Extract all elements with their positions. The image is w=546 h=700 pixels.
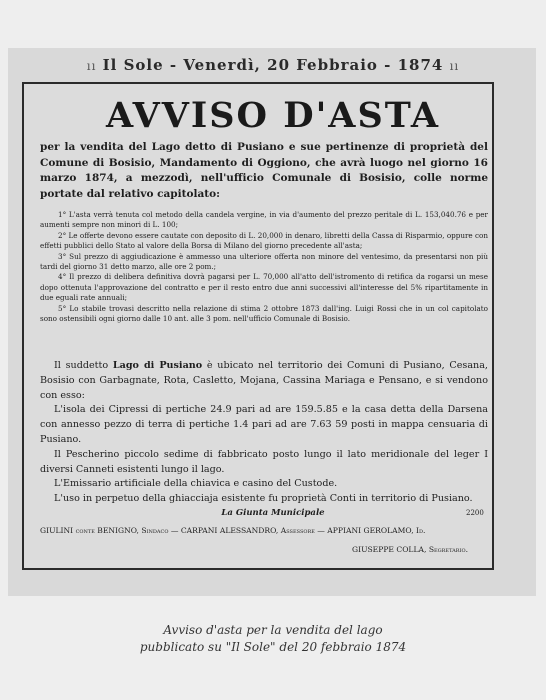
lake-description — [40, 359, 488, 507]
signature-title: La Giunta Municipale — [221, 508, 325, 518]
caption-line-1: Avviso d'asta per la vendita del lago — [163, 623, 383, 637]
clause-3: 3° Sul prezzo di aggiudicazione è ammesso una ulteriore offerta non minore del ventesimo, da presentarsi non più tardi del giorno 31 detto marzo, alle ore 2 pom.; — [40, 251, 488, 272]
desc-item-4: L'uso in perpetuo della ghiacciaja esistente fu proprietà Conti in territorio di Pusiano. — [54, 493, 473, 505]
ad-code: 2200 — [466, 509, 484, 517]
clause-1: 1° L'asta verrà tenuta col metodo della candela vergine, in via d'aumento del prezzo peritale di L. 153,040.76 e per aumenti sempre non minori di L. 100; — [40, 210, 488, 230]
signatories: GIULINI conte BENIGNO, Sindaco — CARPANI ALESSANDRO, Assessore — APPIANI GEROLAMO, Id. — [40, 526, 426, 535]
intro-part-c: di proprietà del Comune di Bosisio, Mandamento di Oggiono, che avrà luogo nel giorno — [40, 141, 488, 169]
clause-4: 4° Il prezzo di delibera definitiva dovrà pagarsi per L. 70,000 all'atto dell'istromento di retifica da rogarsi un mese dopo ottenuta l'approvazione del contratto e per il resto entro due anni successivi all'interesse del 5% ripartitamente in due eguali rate annuali; — [40, 272, 488, 303]
intro-part-b: Lago detto di Pusiano e sue pertinenze — [151, 141, 389, 153]
intro-part-d: 16 marzo 1874 — [40, 156, 488, 184]
photo-caption — [0, 622, 546, 656]
notice-title: AVVISO D'ASTA — [105, 95, 441, 136]
masthead-right-stub: ıı — [449, 59, 460, 73]
desc-item-2: Il Pescherino piccolo sedime di fabbricato posto lungo il lato meridionale del leger I diversi Canneti esistenti lungo il lago. — [40, 448, 488, 475]
clause-5: 5° Lo stabile trovasi descritto nella relazione di stima 2 ottobre 1873 dall'ing. Luigi Rossi che in un col capitolato sono ostensibili ogni giorno dalle 10 ant. alle 3 pom. nell'ufficio Comunale di Bosisio. — [40, 303, 488, 324]
desc-item-3: L'Emissario artificiale della chiavica e casino del Custode. — [54, 478, 338, 490]
masthead-left-stub: ıı — [86, 59, 97, 73]
desc-lead — [40, 359, 488, 403]
desc-lead-c: è ubicato nel territorio dei Comuni di Pusiano, Cesana, Bosisio con Garbagnate, Rota, Casletto, Mojana, Cassina Mariaga e Pensano, e si vendono con esso: — [40, 360, 488, 401]
newspaper-masthead — [0, 56, 546, 74]
desc-lead-a: Il suddetto — [54, 360, 113, 371]
notice-clauses — [40, 210, 488, 324]
secretary-signature: GIUSEPPE COLLA, Segretario. — [352, 545, 469, 554]
clause-2: 2° Le offerte devono essere cautate con deposito di L. 20,000 in denaro, libretti della Cassa di Risparmio, oppure con effetti pubblici dello Stato al valore della Borsa di Milano del giorno precedente all'asta; — [40, 230, 488, 251]
desc-lead-b: Lago di Pusiano — [112, 360, 203, 371]
notice-intro — [40, 140, 488, 202]
caption-line-2: pubblicato su "Il Sole" del 20 febbraio 1874 — [139, 640, 407, 654]
masthead-text: Il Sole - Venerdì, 20 Febbraio - 1874 — [102, 56, 444, 74]
intro-part-a: per la vendita del — [40, 141, 152, 153]
desc-item-1: L'isola dei Cipressi di pertiche 24.9 pari ad are 159.5.85 e la casa detta della Darsena con annesso pezzo di terra di pertiche 1.4 pari ad are 7.63 59 posti in mappa censuaria di Pusiano. — [40, 404, 488, 445]
intro-part-e: , a mezzodì, nell'ufficio Comunale di Bosisio, colle norme portate dal relativo capitolato: — [40, 172, 489, 200]
